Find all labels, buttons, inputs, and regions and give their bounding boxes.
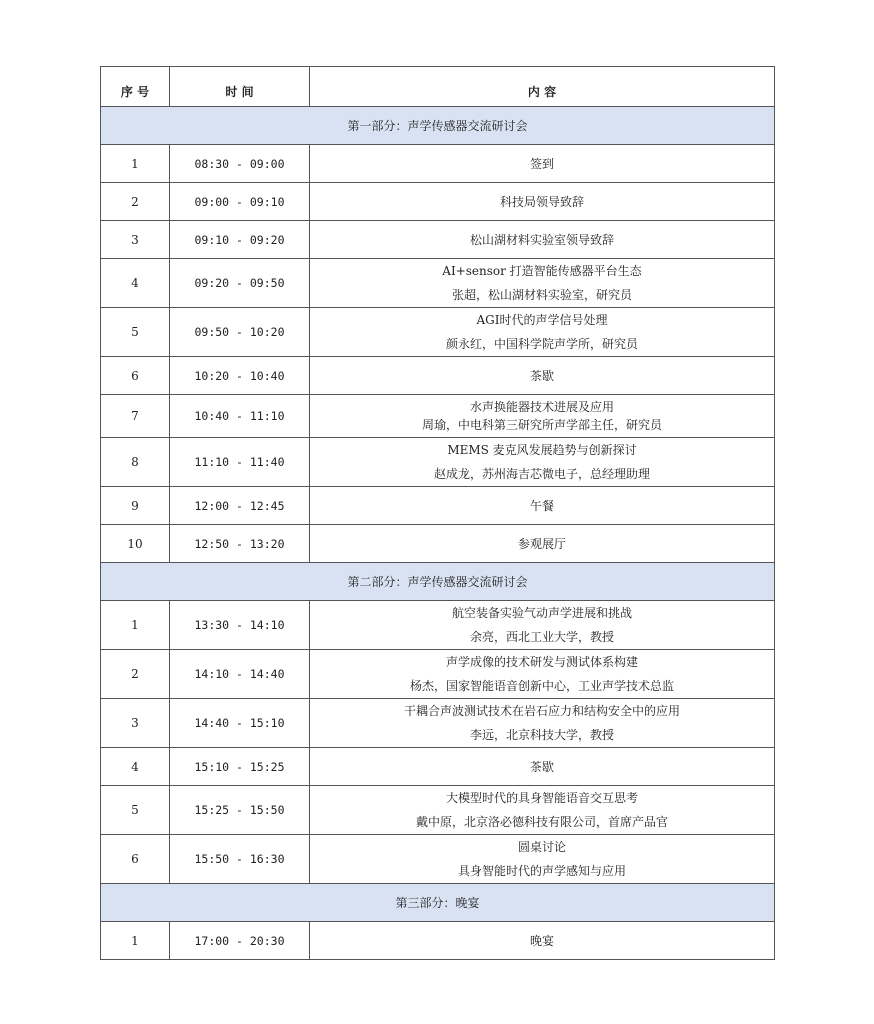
row-time: 09:50 - 10:20 — [170, 308, 310, 357]
content-title: 签到 — [529, 156, 554, 171]
content-title: MEMS 麦克风发展趋势与创新探讨 — [447, 443, 637, 457]
table-row — [101, 183, 775, 221]
row-content — [310, 395, 775, 438]
content-title: 航空装备实验气动声学进展和挑战 — [451, 606, 632, 620]
row-number: 5 — [101, 786, 170, 835]
content-speaker: 具身智能时代的声学感知与应用 — [457, 864, 626, 878]
content-title: AI+sensor 打造智能传感器平台生态 — [442, 264, 642, 278]
row-content — [310, 601, 775, 650]
row-time: 15:50 - 16:30 — [170, 835, 310, 884]
row-content — [310, 357, 775, 395]
row-content — [310, 221, 775, 259]
row-content — [310, 487, 775, 525]
table-row — [101, 922, 775, 960]
table-row — [101, 487, 775, 525]
row-time: 10:20 - 10:40 — [170, 357, 310, 395]
row-number: 3 — [101, 699, 170, 748]
row-time: 12:00 - 12:45 — [170, 487, 310, 525]
content-title: 午餐 — [529, 498, 554, 513]
header-content: 内 容 — [310, 67, 775, 107]
section-title: 第二部分：声学传感器交流研讨会 — [101, 563, 775, 601]
row-number: 3 — [101, 221, 170, 259]
content-title: 水声换能器技术进展及应用 — [469, 400, 614, 414]
row-time: 09:10 - 09:20 — [170, 221, 310, 259]
row-content — [310, 438, 775, 487]
row-number: 6 — [101, 357, 170, 395]
content-speaker: 赵成龙，苏州海吉芯微电子，总经理助理 — [433, 467, 650, 481]
table-row — [101, 395, 775, 438]
table-row — [101, 525, 775, 563]
table-row — [101, 835, 775, 884]
row-time: 09:00 - 09:10 — [170, 183, 310, 221]
content-speaker: 周瑜，中电科第三研究所声学部主任，研究员 — [421, 418, 662, 432]
row-content — [310, 145, 775, 183]
content-speaker: 杨杰，国家智能语音创新中心，工业声学技术总监 — [409, 679, 674, 693]
row-number: 6 — [101, 835, 170, 884]
section-row — [101, 107, 775, 145]
row-number: 2 — [101, 183, 170, 221]
header-row — [101, 67, 775, 107]
row-number: 1 — [101, 145, 170, 183]
row-time: 10:40 - 11:10 — [170, 395, 310, 438]
content-speaker: 颜永红，中国科学院声学所，研究员 — [445, 337, 638, 351]
section-title: 第三部分：晚宴 — [101, 884, 775, 922]
content-title: AGI时代的声学信号处理 — [476, 313, 608, 327]
row-time: 14:40 - 15:10 — [170, 699, 310, 748]
row-number: 5 — [101, 308, 170, 357]
row-number: 1 — [101, 922, 170, 960]
row-time: 17:00 - 20:30 — [170, 922, 310, 960]
row-time: 08:30 - 09:00 — [170, 145, 310, 183]
table-row — [101, 601, 775, 650]
content-title: 声学成像的技术研发与测试体系构建 — [445, 655, 638, 669]
row-content — [310, 699, 775, 748]
content-title: 松山湖材料实验室领导致辞 — [469, 232, 614, 247]
table-row — [101, 308, 775, 357]
table-row — [101, 650, 775, 699]
row-time: 15:10 - 15:25 — [170, 748, 310, 786]
content-title: 干耦合声波测试技术在岩石应力和结构安全中的应用 — [403, 704, 680, 718]
content-title: 大模型时代的具身智能语音交互思考 — [445, 791, 638, 805]
section-title: 第一部分：声学传感器交流研讨会 — [101, 107, 775, 145]
table-row — [101, 699, 775, 748]
content-title: 参观展厅 — [517, 536, 566, 551]
agenda-table — [100, 66, 775, 960]
content-speaker: 李远，北京科技大学，教授 — [469, 728, 614, 742]
row-content — [310, 786, 775, 835]
table-row — [101, 221, 775, 259]
row-content — [310, 748, 775, 786]
table-row — [101, 748, 775, 786]
row-number: 10 — [101, 525, 170, 563]
content-title: 茶歇 — [529, 759, 554, 774]
table-row — [101, 145, 775, 183]
row-content — [310, 259, 775, 308]
row-time: 12:50 - 13:20 — [170, 525, 310, 563]
row-number: 9 — [101, 487, 170, 525]
header-no: 序 号 — [101, 67, 170, 107]
content-title: 晚宴 — [529, 933, 554, 948]
section-row — [101, 563, 775, 601]
row-time: 15:25 - 15:50 — [170, 786, 310, 835]
row-number: 2 — [101, 650, 170, 699]
content-speaker: 戴中原，北京洛必德科技有限公司，首席产品官 — [415, 815, 668, 829]
row-content — [310, 835, 775, 884]
table-row — [101, 259, 775, 308]
content-speaker: 余亮，西北工业大学，教授 — [469, 630, 614, 644]
row-content — [310, 922, 775, 960]
section-row — [101, 884, 775, 922]
table-row — [101, 438, 775, 487]
agenda-body — [101, 107, 775, 960]
row-content — [310, 525, 775, 563]
row-content — [310, 183, 775, 221]
row-content — [310, 308, 775, 357]
header-time: 时 间 — [170, 67, 310, 107]
content-title: 科技局领导致辞 — [499, 194, 584, 209]
table-row — [101, 786, 775, 835]
row-number: 1 — [101, 601, 170, 650]
row-number: 7 — [101, 395, 170, 438]
content-title: 茶歇 — [529, 368, 554, 383]
content-title: 圆桌讨论 — [517, 840, 566, 854]
row-number: 8 — [101, 438, 170, 487]
content-speaker: 张超，松山湖材料实验室，研究员 — [451, 288, 632, 302]
row-number: 4 — [101, 748, 170, 786]
row-time: 13:30 - 14:10 — [170, 601, 310, 650]
row-time: 11:10 - 11:40 — [170, 438, 310, 487]
row-content — [310, 650, 775, 699]
row-number: 4 — [101, 259, 170, 308]
row-time: 09:20 - 09:50 — [170, 259, 310, 308]
table-row — [101, 357, 775, 395]
row-time: 14:10 - 14:40 — [170, 650, 310, 699]
